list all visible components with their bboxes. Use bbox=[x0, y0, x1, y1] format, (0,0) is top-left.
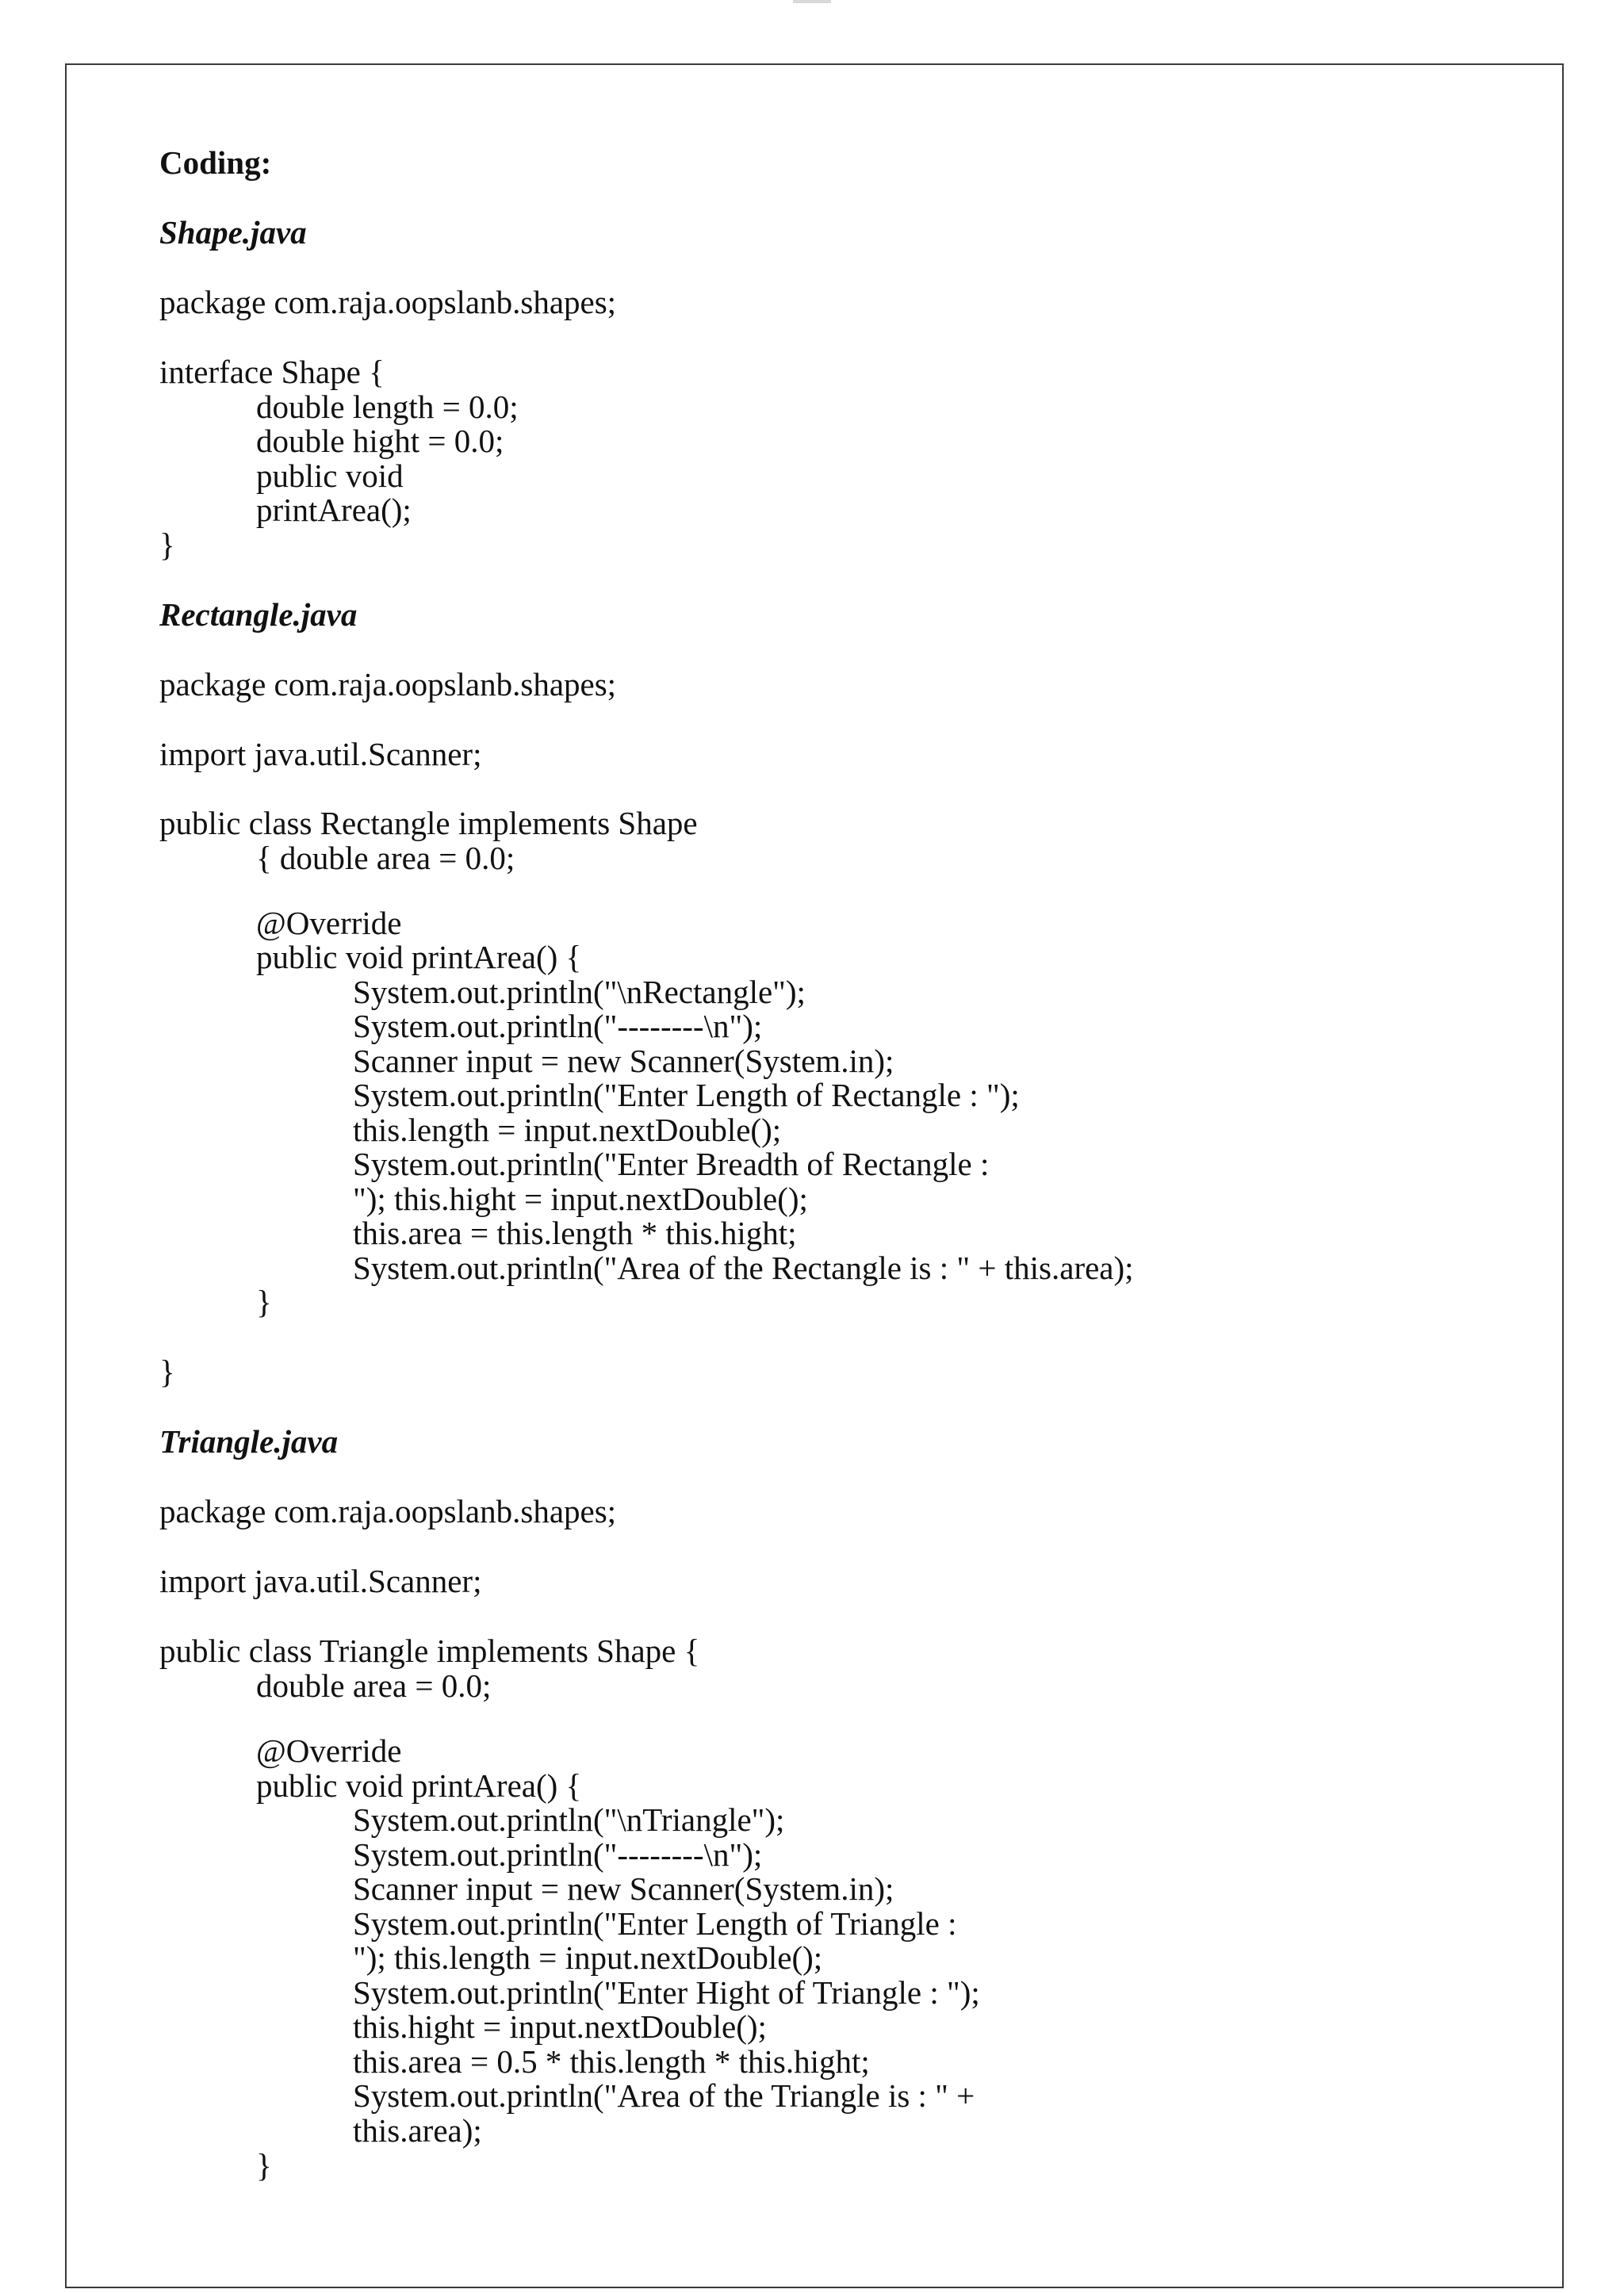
code-line: "); this.hight = input.nextDouble(); bbox=[353, 1181, 808, 1217]
code-line: public class Rectangle implements Shape bbox=[159, 805, 698, 841]
code-line: this.area = this.length * this.hight; bbox=[353, 1215, 797, 1251]
code-line: import java.util.Scanner; bbox=[159, 736, 482, 772]
code-line: double area = 0.0; bbox=[256, 1667, 492, 1704]
code-line: @Override bbox=[256, 905, 402, 941]
code-line: double length = 0.0; bbox=[256, 389, 519, 425]
code-line: public void bbox=[256, 457, 404, 494]
code-line: package com.raja.oopslanb.shapes; bbox=[159, 1493, 617, 1529]
header-mark bbox=[793, 0, 831, 3]
code-line: "); this.length = input.nextDouble(); bbox=[353, 1939, 823, 1976]
code-line: System.out.println("--------\n"); bbox=[353, 1836, 763, 1873]
code-line: } bbox=[159, 526, 175, 563]
code-line: public void printArea() { bbox=[256, 1767, 582, 1804]
triangle-java-filename: Triangle.java bbox=[159, 1423, 339, 1460]
code-line: { double area = 0.0; bbox=[256, 840, 515, 876]
code-line: @Override bbox=[256, 1732, 402, 1769]
code-line: public class Triangle implements Shape { bbox=[159, 1633, 700, 1669]
code-line: interface Shape { bbox=[159, 354, 385, 390]
rectangle-java-filename: Rectangle.java bbox=[159, 596, 358, 633]
code-line: System.out.println("--------\n"); bbox=[353, 1008, 763, 1044]
code-line: System.out.println("Enter Hight of Triangle : "); bbox=[353, 1974, 980, 2011]
code-line: package com.raja.oopslanb.shapes; bbox=[159, 284, 617, 320]
code-line: this.length = input.nextDouble(); bbox=[353, 1112, 782, 1148]
code-line: package com.raja.oopslanb.shapes; bbox=[159, 666, 617, 702]
code-line: System.out.println("Enter Length of Triangle : bbox=[353, 1905, 957, 1942]
code-line: this.hight = input.nextDouble(); bbox=[353, 2008, 767, 2045]
code-line: this.area = 0.5 * this.length * this.hight; bbox=[353, 2043, 870, 2080]
code-line: import java.util.Scanner; bbox=[159, 1563, 482, 1599]
code-line: System.out.println("Area of the Triangle is : " + bbox=[353, 2077, 975, 2114]
code-line: this.area); bbox=[353, 2112, 482, 2149]
code-line: System.out.println("Area of the Rectangle is : " + this.area); bbox=[353, 1250, 1134, 1286]
code-line: Scanner input = new Scanner(System.in); bbox=[353, 1043, 894, 1079]
shape-java-filename: Shape.java bbox=[159, 214, 307, 251]
coding-heading: Coding: bbox=[159, 144, 272, 181]
code-line: } bbox=[159, 1353, 175, 1390]
code-line: } bbox=[256, 1284, 272, 1320]
code-line: Scanner input = new Scanner(System.in); bbox=[353, 1870, 894, 1907]
code-line: System.out.println("\nTriangle"); bbox=[353, 1801, 785, 1838]
code-line: System.out.println("\nRectangle"); bbox=[353, 974, 806, 1010]
code-line: } bbox=[256, 2147, 272, 2184]
code-line: public void printArea() { bbox=[256, 939, 582, 975]
code-line: System.out.println("Enter Length of Rectangle : "); bbox=[353, 1077, 1020, 1113]
code-line: double hight = 0.0; bbox=[256, 423, 504, 459]
code-line: System.out.println("Enter Breadth of Rectangle : bbox=[353, 1146, 990, 1182]
code-line: printArea(); bbox=[256, 492, 412, 528]
